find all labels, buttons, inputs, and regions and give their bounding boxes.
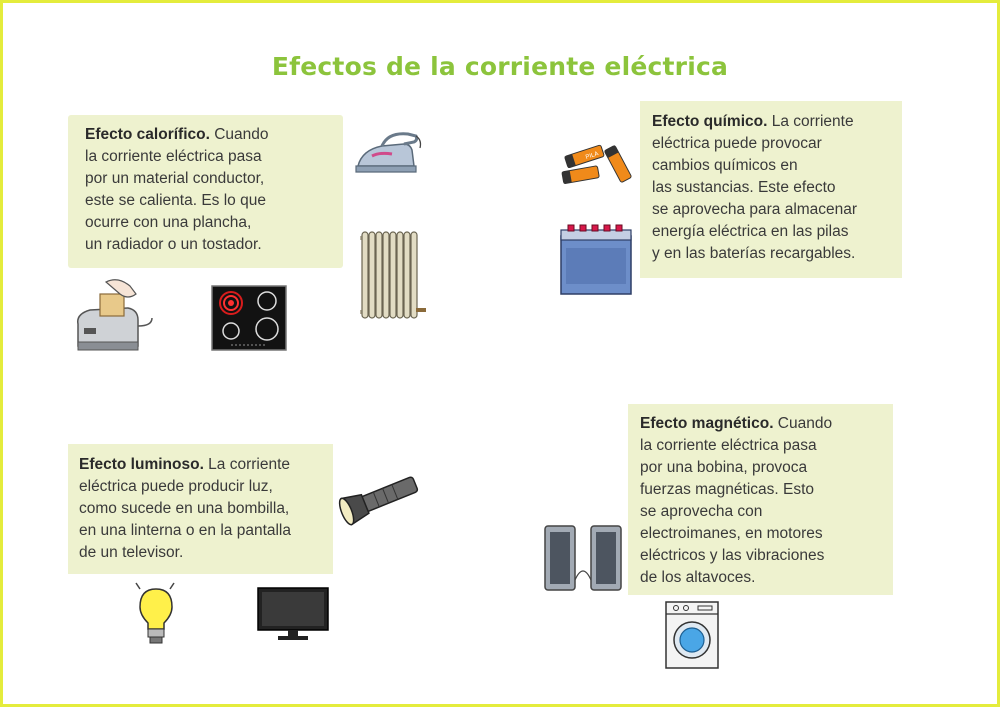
- cooktop-icon: [211, 285, 287, 351]
- calorific-effect-heading: Efecto calorífico.: [85, 126, 210, 143]
- light-effect-body: La corriente eléctrica puede producir luz, como sucede en una bombilla, en una linterna o en la pantalla de un televisor.: [79, 456, 291, 561]
- battery-label: PILA: [585, 151, 600, 161]
- speakers-icon: [541, 522, 625, 594]
- magnetic-effect-box: [628, 404, 893, 595]
- iron-icon: [352, 126, 424, 182]
- toaster-icon: [70, 272, 158, 356]
- washing-machine-icon: [664, 600, 720, 670]
- light-bulb-icon: [128, 577, 184, 647]
- batteries-icon: [556, 136, 634, 188]
- chemical-effect-heading: Efecto químico.: [652, 113, 768, 130]
- magnetic-effect-text: [640, 413, 885, 589]
- page-title: Efectos de la corriente eléctrica: [271, 52, 729, 81]
- television-icon: [256, 586, 330, 642]
- magnetic-effect-heading: Efecto magnético.: [640, 415, 774, 432]
- light-effect-heading: Efecto luminoso.: [79, 456, 204, 473]
- calorific-effect-box: [68, 115, 343, 268]
- light-effect-box: [68, 444, 333, 574]
- chemical-effect-body: La corriente eléctrica puede provocar cambios químicos en las sustancias. Este efecto se aprovecha para almacenar energía eléctrica en las pilas y en las baterías recargables.: [652, 113, 858, 262]
- calorific-effect-body: Cuando la corriente eléctrica pasa por un material conductor, este se calienta. Es lo que ocurre con una plancha, un radiador o un tostador.: [85, 126, 269, 253]
- flashlight-icon: [336, 470, 424, 526]
- calorific-effect-text: [85, 124, 333, 256]
- light-effect-text: [79, 454, 325, 564]
- magnetic-effect-body: Cuando la corriente eléctrica pasa por una bobina, provoca fuerzas magnéticas. Esto se aprovecha con electroimanes, en motores eléctricos y las vibraciones de los altavoces.: [640, 415, 833, 586]
- chemical-effect-text: [652, 111, 894, 265]
- radiator-icon: [358, 228, 430, 322]
- chemical-effect-box: [640, 101, 902, 278]
- car-battery-icon: [558, 222, 634, 296]
